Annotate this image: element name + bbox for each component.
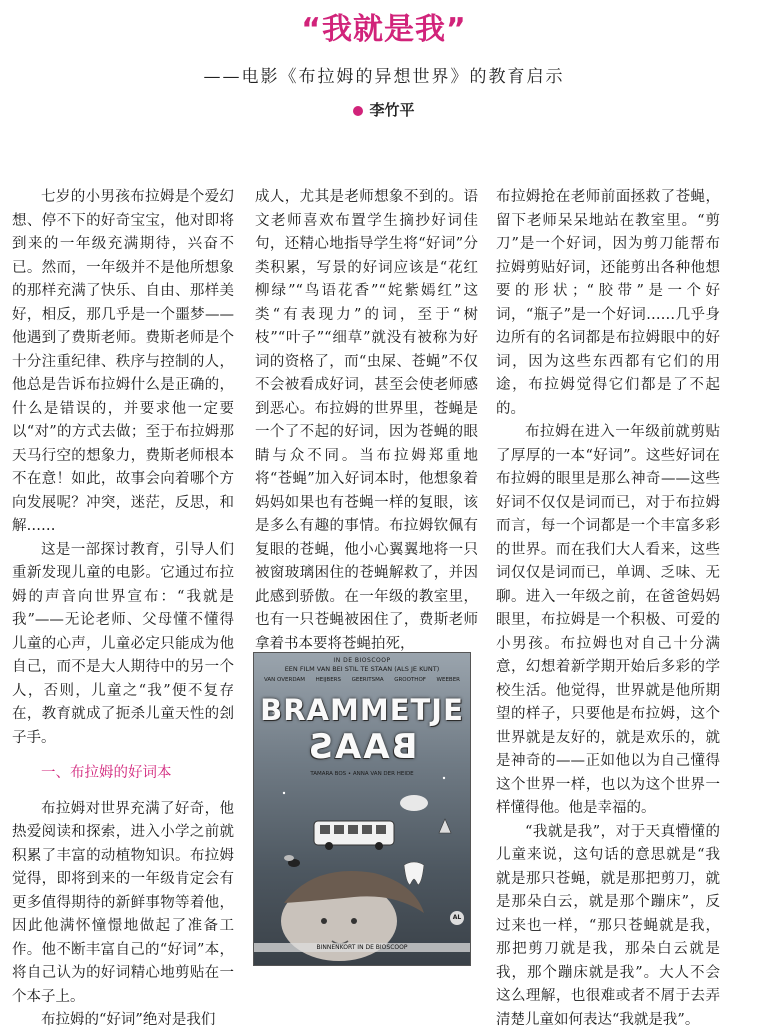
cloud-shape — [400, 795, 428, 811]
fly-wing — [284, 855, 294, 861]
bus-window — [320, 825, 330, 834]
bus-window — [376, 825, 386, 834]
paragraph: 七岁的小男孩布拉姆是个爱幻想、停不下的好奇宝宝，他对即将到来的一年级充满期待，兴奋不已。然而，一年级并不是他所想象的那样充满了快乐、自由、那样美好，相反，那几乎是一个噩梦——他遇到了费斯老师。费斯老师是个十分注重纪律、秩序与控制的人，他总是告诉布拉姆什么是正确的，什么是错误的，并要求他一定要以“对”的方式去做；至于布拉姆那天马行空的想象力，费斯老师根本不在意！如此，故事会向着哪个方向发展呢？冲突，迷茫，反思，和解…… — [12, 189, 234, 534]
bus-window — [348, 825, 358, 834]
article-title: “我就是我” — [301, 12, 467, 47]
rocket-shape — [439, 819, 451, 833]
section-heading: 一、布拉姆的好词本 — [41, 765, 172, 781]
column-3 — [496, 186, 720, 1032]
paragraph: 成人，尤其是老师想象不到的。语文老师喜欢布置学生摘抄好词佳句，还精心地指导学生将“好词”分类积累，写景的好词应该是“花红柳绿”“鸟语花香”“姹紫嫣红”这类“有表现力”的词，至于“树枝”“叶子”“细草”就没有被称为好词的资格了，而“虫屎、苍蝇”不仅不会被看成好词，甚至会使老师感到恶心。布拉姆的世界里，苍蝇是一个了不起的好词，因为苍蝇的眼睛与众不同。当布拉姆郑重地将“苍蝇”加入好词本时，他想象着妈妈如果也有苍蝇一样的复眼，该是多么有趣的事情。布拉姆钦佩有复眼的苍蝇，他小心翼翼地将一只被窗玻璃困住的苍蝇解救了，并因此感到骄傲。在一年级的教室里，也有一只苍蝇被困住了，费斯老师拿着书本要将苍蝇拍死， — [255, 189, 478, 652]
tooth-shape — [404, 862, 424, 885]
bus-window — [362, 825, 372, 834]
boy-eye — [321, 918, 327, 924]
paragraph: 布拉姆对世界充满了好奇，他热爱阅读和探索，进入小学之前就积累了丰富的动植物知识。布拉姆觉得，即将到来的一年级肯定会有更多值得期待的新鲜事物等着他，因此他满怀憧憬地做起了准备工作。他不断丰富自己的“好词”本，将自己认为的好词精心地剪贴在一个本子上。 — [12, 800, 234, 1005]
cast-name: GEERITSMA — [351, 677, 384, 683]
poster-top-line: IN DE BIOSCOOP — [333, 657, 391, 664]
poster-tagline: EEN FILM VAN BEI STIL TE STAAN (ALS JE KUNT) — [284, 665, 440, 673]
bullet-dot-icon — [353, 106, 363, 116]
poster-title-line1: BRAMMETJE — [260, 693, 464, 727]
cast-name: WEEBER — [436, 677, 460, 683]
poster-cast — [264, 677, 460, 683]
poster-director: TAMARA BOS • ANNA VAN DER HEIDE — [310, 771, 414, 777]
star-icon — [283, 792, 285, 794]
movie-poster — [253, 652, 471, 966]
cast-name: VAN OVERDAM — [264, 677, 305, 683]
author-name: 李竹平 — [369, 101, 415, 119]
rating-badge: AL — [450, 911, 464, 925]
paragraph: 布拉姆的“好词”绝对是我们 — [41, 1012, 216, 1028]
boy-eye — [351, 918, 357, 924]
poster-bottom-line: BINNENKORT IN DE BIOSCOOP — [254, 943, 470, 952]
column-1 — [12, 186, 234, 1033]
article-subtitle: ——电影《布拉姆的异想世界》的教育启示 — [203, 67, 565, 87]
cast-name: GROOTHOF — [394, 677, 426, 683]
paragraph: “我就是我”，对于天真懵懂的儿童来说，这句话的意思就是“我就是那只苍蝇，就是那把剪刀，就是那朵白云，就是那个蹦床”，反过来也一样，“那只苍蝇就是我，那把剪刀就是我，那朵白云就是我，那个蹦床就是我”。大人不会这么理解，也很难或者不屑于去弄清楚儿童如何表达“我就是我”。 — [496, 823, 720, 1028]
column-2 — [255, 186, 478, 656]
paragraph: 这是一部探讨教育，引导人们重新发现儿童的电影。它通过布拉姆的声音向世界宣布：“我就是我”——无论老师、父母懂不懂得儿童的心声，儿童必定只能成为他自己，而不是大人期待中的另一个人，否则，儿童之“我”便不复存在，教育就成了扼杀儿童天性的刽子手。 — [12, 541, 234, 746]
author-line — [0, 99, 768, 120]
cast-name: HEIJBERS — [315, 677, 341, 683]
bus-window — [334, 825, 344, 834]
bus-wheel — [375, 842, 383, 850]
star-icon — [443, 777, 445, 779]
paragraph: 布拉姆在进入一年级前就剪贴了厚厚的一本“好词”。这些好词在布拉姆的眼里是那么神奇——这些好词不仅仅是词而已，对于布拉姆而言，每一个词都是一个丰富多彩的世界。而在我们大人看来，这些词仅仅是词而已，单调、乏味、无聊。进入一年级之前，在爸爸妈妈眼里，布拉姆是一个积极、可爱的小男孩。布拉姆也对自己十分满意，幻想着新学期开始后多彩的学校生活。他觉得，世界就是他所期望的样子，只要他是布拉姆，这个世界就是友好的，就是欢乐的，就是神奇的——正如他以为自己懂得这个世界一样，也以为这个世界一样懂得他。他是幸福的。 — [496, 424, 720, 816]
paragraph: 布拉姆抢在老师前面拯救了苍蝇，留下老师呆呆地站在教室里。“剪刀”是一个好词，因为剪刀能帮布拉姆剪贴好词，还能剪出各种他想要的形状；“胶带”是一个好词，“瓶子”是一个好词……几乎身边所有的名词都是布拉姆眼中的好词，因为这些东西都有它们的用途，布拉姆觉得它们都是了不起的。 — [496, 189, 720, 417]
poster-title-line2: BAAS — [306, 727, 418, 767]
bus-wheel — [325, 842, 333, 850]
